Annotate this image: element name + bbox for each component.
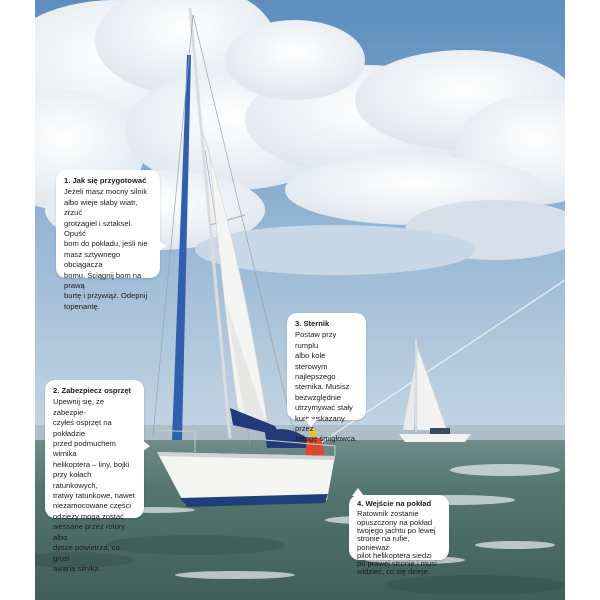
callout-4-title: 4. Wejście na pokład [357, 499, 432, 508]
callout-2-text: Upewnij się, że zabezpie- czyłeś osprzęt na pokładzie przed podmuchem wirnika helikoptera – liny, bojki przy kołach ratunkowych, tratwy ratunkowe, nawet niezamocowane części odzieży mogą zostać wessane przez rotory albo dysze powietrza, co grozi awarią silnika. [53, 397, 135, 573]
callout-3-title: 3. Sternik [295, 319, 330, 328]
callout-4-text: Ratownik zostanie opuszczony na pokład twojego jachtu po lewej stronie na rufie, ponieważ pilot helikoptera siedzi po prawej stronie i musi widzieć, co się dzieje. [357, 509, 437, 577]
callout-1-preparation [56, 170, 160, 311]
callout-3-text: Postaw przy rumplu albo kole sterowym najlepszego sternika. Musisz bezwzględnie utrzymywać stały kurs wskazany przez załogę śmigłowca. [295, 330, 358, 444]
callout-2-title: 2. Zabezpiecz osprzęt [53, 386, 132, 395]
callout-4-boarding [349, 495, 449, 577]
callout-2-secure-gear [45, 380, 144, 573]
callout-1-title: 1. Jak się przygotować [64, 176, 147, 185]
callout-2-tail [142, 440, 150, 452]
callout-3-helmsman [287, 313, 366, 444]
callout-4-tail [352, 488, 364, 496]
callout-1-text: Jeżeli masz mocny silnik albo wieje słaby wiatr, zrzuć grotżagiel i sztaksel. Opuść bom do pokładu, jeśli nie masz sztywnego obciągacza bomu. Ściągnij bom na prawą burtę i przywiąż. Odepnij topenantę. [64, 187, 148, 311]
callout-3-tail [305, 419, 317, 427]
callout-1-tail [158, 240, 166, 252]
